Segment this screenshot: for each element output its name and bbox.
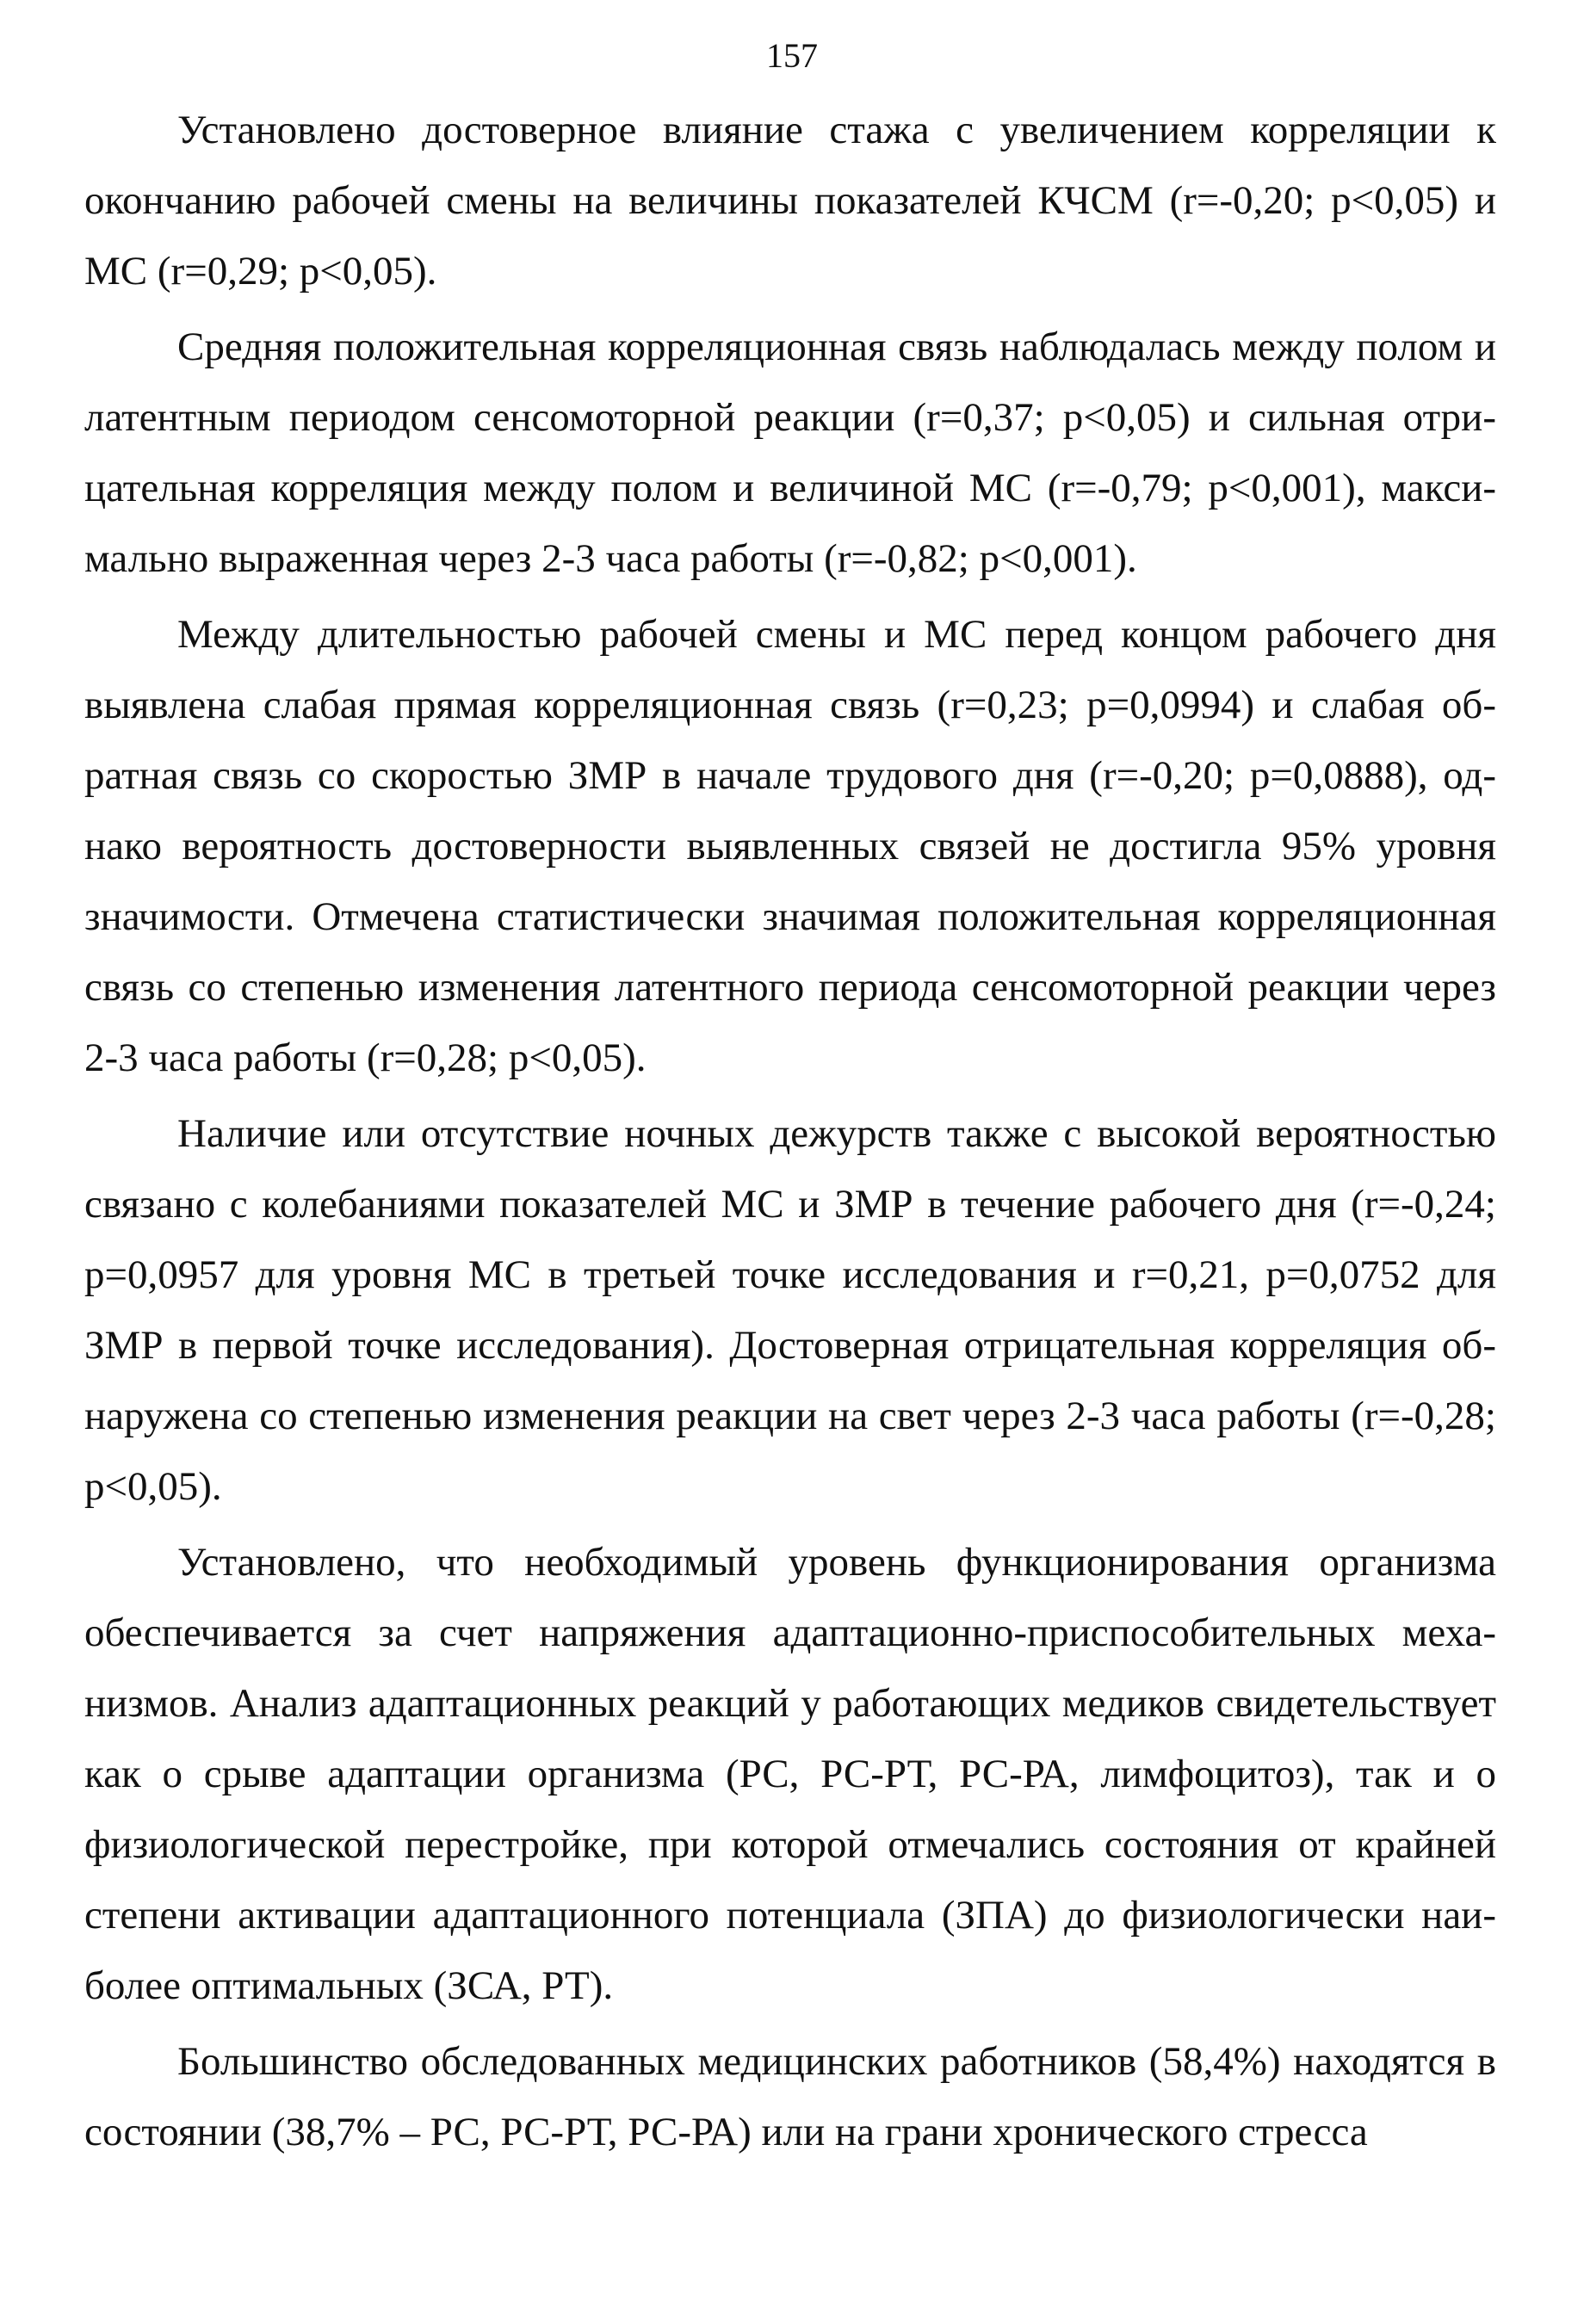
paragraph-1: Установлено достоверное влияние стажа с увеличением корреляции к окончанию рабочей смены на величины показателей КЧСМ (r=-0,20; p<0,05) и МС (r=0,29; p<0,05).: [84, 108, 1496, 294]
page-number: 157: [766, 36, 818, 75]
paragraph-4: Наличие или отсутствие ночных дежурств также с высокой вероятностью связано с колебаниями показателей МС и ЗМР в течение рабочего дня (r=-0,24; p=0,0957 для уровня МС в третьей точке исследования и r=0,21, p=0,0752 для ЗМР в первой точке исследования). Достоверная отрицательная корреляция обнаружена со степенью изменения реакции на свет через 2-3 часа работы (r=-0,28; p<0,05).: [84, 1111, 1496, 1509]
paragraph-2: Средняя положительная корреляционная связь наблюдалась между полом и латентным периодом сенсомоторной реакции (r=0,37; p<0,05) и сильная отрицательная корреляция между полом и величиной МС (r=-0,79; p<0,001), максимально выраженная через 2-3 часа работы (r=-0,82; p<0,001).: [84, 324, 1496, 581]
document-body: [84, 95, 1496, 2173]
paragraph-3: Между длительностью рабочей смены и МС перед концом рабочего дня выявлена слабая прямая корреляционная связь (r=0,23; p=0,0994) и слабая обратная связь со скоростью ЗМР в начале трудового дня (r=-0,20; p=0,0888), однако вероятность достоверности выявленных связей не достигла 95% уровня значимости. Отмечена статистически значимая положительная корреляционная связь со степенью изменения латентного периода сенсомоторной реакции через 2-3 часа работы (r=0,28; p<0,05).: [84, 612, 1496, 1080]
paragraph-6: Большинство обследованных медицинских работников (58,4%) находятся в состоянии (38,7% – РС, РС-РТ, РС-РА) или на грани хронического стресса: [84, 2039, 1496, 2154]
paragraph-5: Установлено, что необходимый уровень функционирования организма обеспечивается за счет напряжения адаптационно-приспособительных механизмов. Анализ адаптационных реакций у работающих медиков свидетельствует как о срыве адаптации организма (РС, РС-РТ, РС-РА, лимфоцитоз), так и о физиологической перестройке, при которой отмечались состояния от крайней степени активации адаптационного потенциала (ЗПА) до физиологически наиболее оптимальных (ЗСА, РТ).: [84, 1540, 1496, 2008]
